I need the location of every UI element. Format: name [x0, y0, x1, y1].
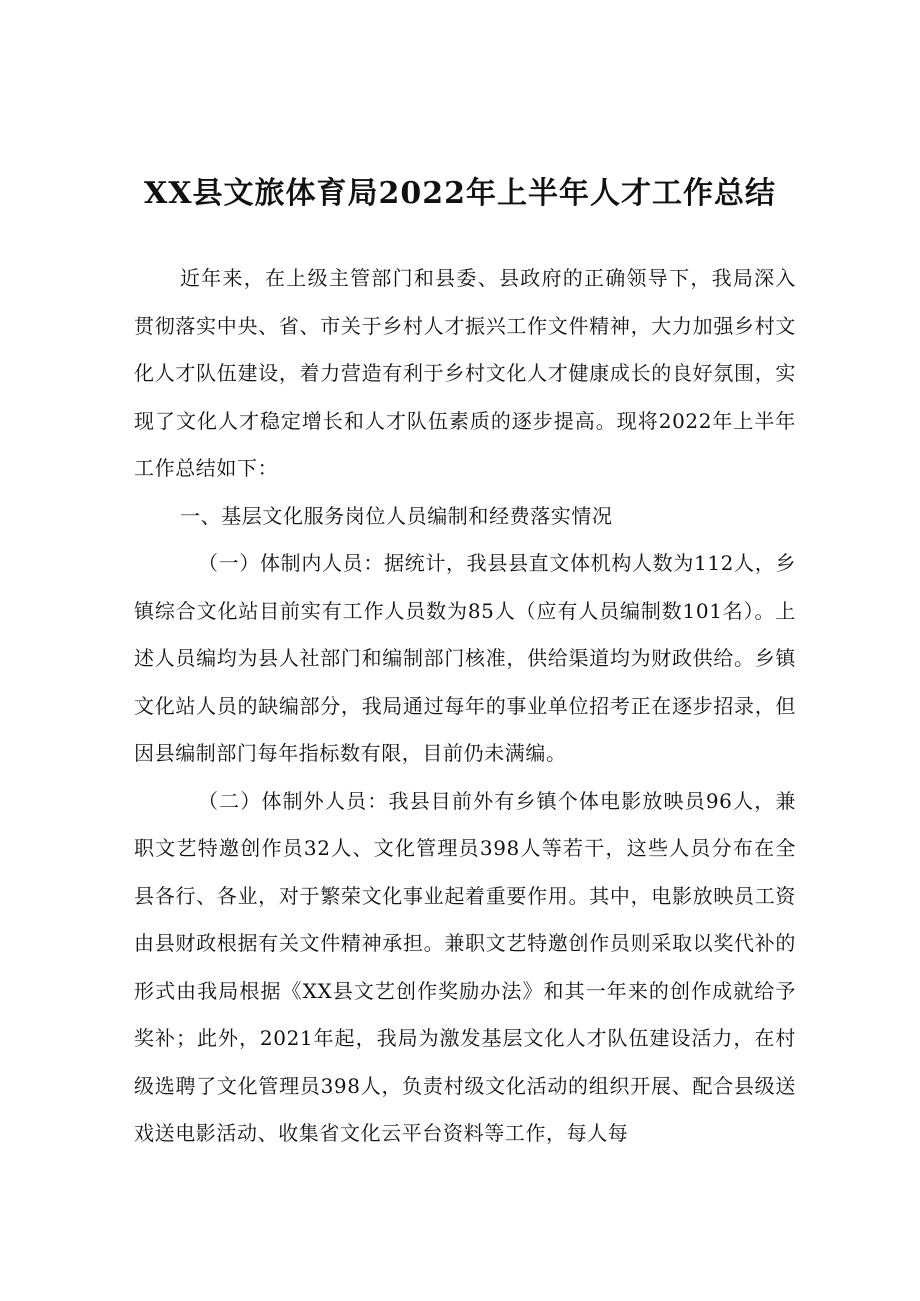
document-title: XX县文旅体育局2022年上半年人才工作总结 — [143, 176, 777, 211]
section-1-heading: 一、基层文化服务岗位人员编制和经费落实情况 — [180, 503, 613, 528]
intro-paragraph: 近年来，在上级主管部门和县委、县政府的正确领导下，我局深入贯彻落实中央、省、市关于乡村人才振兴工作文件精神，大力加强乡村文化人才队伍建设，着力营造有利于乡村文化人才健康成长的良好氛围，实现了文化人才稳定增长和人才队伍素质的逐步提高。现将2022年上半年工作总结如下： — [134, 266, 796, 480]
subsection-2-paragraph: （二）体制外人员：我县目前外有乡镇个体电影放映员96人，兼职文艺特邀创作员32人、文化管理员398人等若干，这些人员分布在全县各行、各业，对于繁荣文化事业起着重要作用。其中，电影放映员工资由县财政根据有关文件精神承担。兼职文艺特邀创作员则采取以奖代补的形式由我局根据《XX县文艺创作奖励办法》和其一年来的创作成就给予奖补；此外，2021年起，我局为激发基层文化人才队伍建设活力，在村级选聘了文化管理员398人，负责村级文化活动的组织开展、配合县级送戏送电影活动、收集省文化云平台资料等工作，每人每 — [134, 788, 796, 1145]
document-body — [134, 255, 796, 1158]
subsection-1-paragraph: （一）体制内人员：据统计，我县县直文体机构人数为112人，乡镇综合文化站目前实有工作人员数为85人（应有人员编制数101名）。上述人员编均为县人社部门和编制部门核准，供给渠道均为财政供给。乡镇文化站人员的缺编部分，我局通过每年的事业单位招考正在逐步招录，但因县编制部门每年指标数有限，目前仍未满编。 — [134, 551, 796, 765]
